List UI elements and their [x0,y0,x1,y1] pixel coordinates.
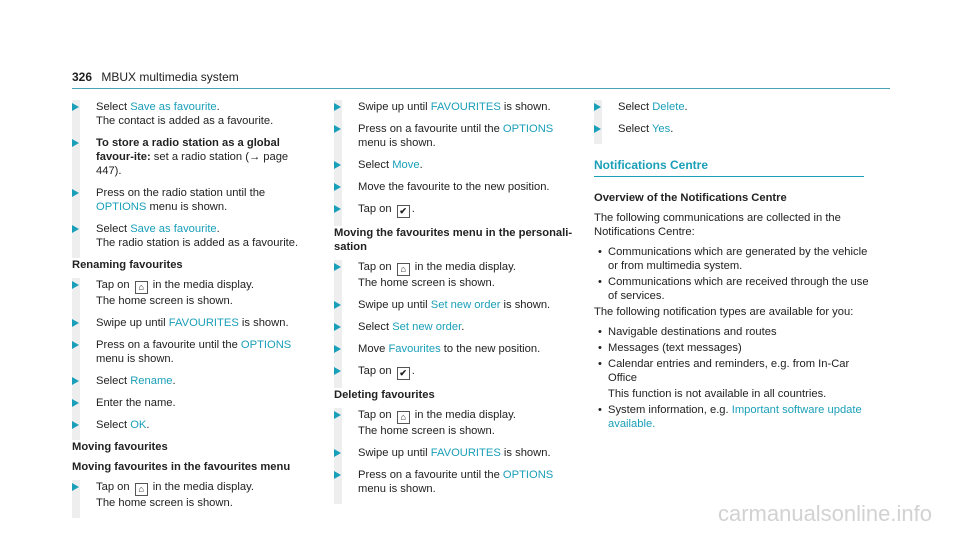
arrow-icon [72,139,79,147]
arrow-icon [72,421,79,429]
home-icon: ⌂ [135,281,148,294]
home-icon: ⌂ [397,263,410,276]
step: Select Move. [334,158,574,172]
arrow-icon [334,301,341,309]
column-2 [334,100,574,504]
step: Select Yes. [594,122,874,136]
arrow-icon [334,183,341,191]
home-icon: ⌂ [135,483,148,496]
arrow-icon [72,399,79,407]
list-item: • Navigable destinations and routes [594,325,874,339]
paragraph: The following notification types are available for you: [594,306,854,318]
link-save-as-favourite[interactable]: Save as favourite [130,101,217,113]
header-title: MBUX multimedia system [101,70,239,84]
list-item: • Communications which are received through the use of services. [594,275,874,303]
heading-personalisation: Moving the favourites menu in the personali-sation [334,227,573,253]
arrow-icon [72,483,79,491]
step: Select Delete. [594,100,874,114]
link-set-new-order[interactable]: Set new order [392,321,462,333]
list-item: • Communications which are generated by the vehicle or from multimedia system. [594,245,874,273]
step: Tap on ⌂ in the media display. The home screen is shown. [334,408,574,438]
arrow-icon [72,225,79,233]
arrow-icon [72,103,79,111]
arrow-icon [72,341,79,349]
arrow-icon [334,367,341,375]
step: Select Rename. [72,374,312,388]
arrow-icon [72,377,79,385]
arrow-icon [334,449,341,457]
link-set-new-order[interactable]: Set new order [430,299,501,311]
step: Tap on ⌂ in the media display. The home screen is shown. [334,260,574,290]
arrow-icon [594,125,601,133]
step: Swipe up until FAVOURITES is shown. [72,316,312,330]
arrow-icon [72,281,79,289]
link-options[interactable]: OPTIONS [502,469,554,481]
section-rule [594,176,864,177]
link-options[interactable]: OPTIONS [240,339,292,351]
page-header [72,70,239,84]
link-favourites[interactable]: FAVOURITES [430,447,501,459]
column-3 [594,100,874,433]
list-item: • System information, e.g. Important software update available. [594,403,874,431]
step: Move Favourites to the new position. [334,342,574,356]
list-item: • Calendar entries and reminders, e.g. from In-Car Office [594,357,874,385]
step: Press on a favourite until the OPTIONS menu is shown. [72,338,312,366]
step: Select Save as favourite. The radio station is added as a favourite. [72,222,312,250]
check-icon: ✔ [397,367,410,380]
link-move[interactable]: Move [392,159,420,171]
watermark: carmanualsonline.info [717,501,932,526]
list-item: • Messages (text messages) [594,341,874,355]
arrow-icon [334,103,341,111]
header-rule [72,88,890,89]
link-options[interactable]: OPTIONS [502,123,554,135]
link-save-as-favourite[interactable]: Save as favourite [130,223,217,235]
overview-title: Overview of the Notifications Centre [594,192,787,204]
step: Swipe up until FAVOURITES is shown. [334,100,574,114]
step: Tap on ⌂ in the media display. The home screen is shown. [72,278,312,308]
home-icon: ⌂ [397,411,410,424]
step: Tap on ✔ . [334,364,574,380]
arrow-icon [334,345,341,353]
arrow-icon [72,189,79,197]
step: Move the favourite to the new position. [334,180,574,194]
step: Press on a favourite until the OPTIONS menu is shown. [334,468,574,496]
section-title: Notifications Centre [594,158,709,172]
heading-deleting: Deleting favourites [334,389,435,401]
step: Tap on ⌂ in the media display. The home screen is shown. [72,480,312,510]
heading-moving: Moving favourites [72,441,168,453]
step: Select Set new order. [334,320,574,334]
arrow-icon [334,161,341,169]
step: Swipe up until Set new order is shown. [334,298,574,312]
step: To store a radio station as a global favour-ite: set a radio station (→ page 447). [72,136,312,178]
column-1 [72,100,312,518]
page-number: 326 [72,70,93,84]
arrow-icon [334,471,341,479]
link-favourites[interactable]: Favourites [388,343,441,355]
step: Select OK. [72,418,312,432]
link-options[interactable]: OPTIONS [96,201,147,213]
link-favourites[interactable]: FAVOURITES [168,317,239,329]
step: Press on a favourite until the OPTIONS menu is shown. [334,122,574,150]
arrow-icon [334,125,341,133]
link-ok[interactable]: OK [130,419,147,431]
step: Press on the radio station until the OPTIONS menu is shown. [72,186,312,214]
paragraph: The following communications are collected in the Notifications Centre: [594,212,841,238]
arrow-icon [334,323,341,331]
heading-moving-menu: Moving favourites in the favourites menu [72,461,291,473]
heading-renaming: Renaming favourites [72,259,183,271]
arrow-icon [334,411,341,419]
arrow-icon [334,263,341,271]
link-software-update[interactable]: Important software update available. [608,404,862,430]
arrow-icon [72,319,79,327]
step: Select Save as favourite. The contact is added as a favourite. [72,100,312,128]
step: Swipe up until FAVOURITES is shown. [334,446,574,460]
link-favourites[interactable]: FAVOURITES [430,101,501,113]
arrow-icon [594,103,601,111]
link-yes[interactable]: Yes [652,123,671,135]
step: Enter the name. [72,396,312,410]
step: Tap on ✔ . [334,202,574,218]
link-delete[interactable]: Delete [652,101,685,113]
arrow-icon [334,205,341,213]
note: This function is not available in all countries. [608,388,827,400]
link-rename[interactable]: Rename [130,375,173,387]
check-icon: ✔ [397,205,410,218]
